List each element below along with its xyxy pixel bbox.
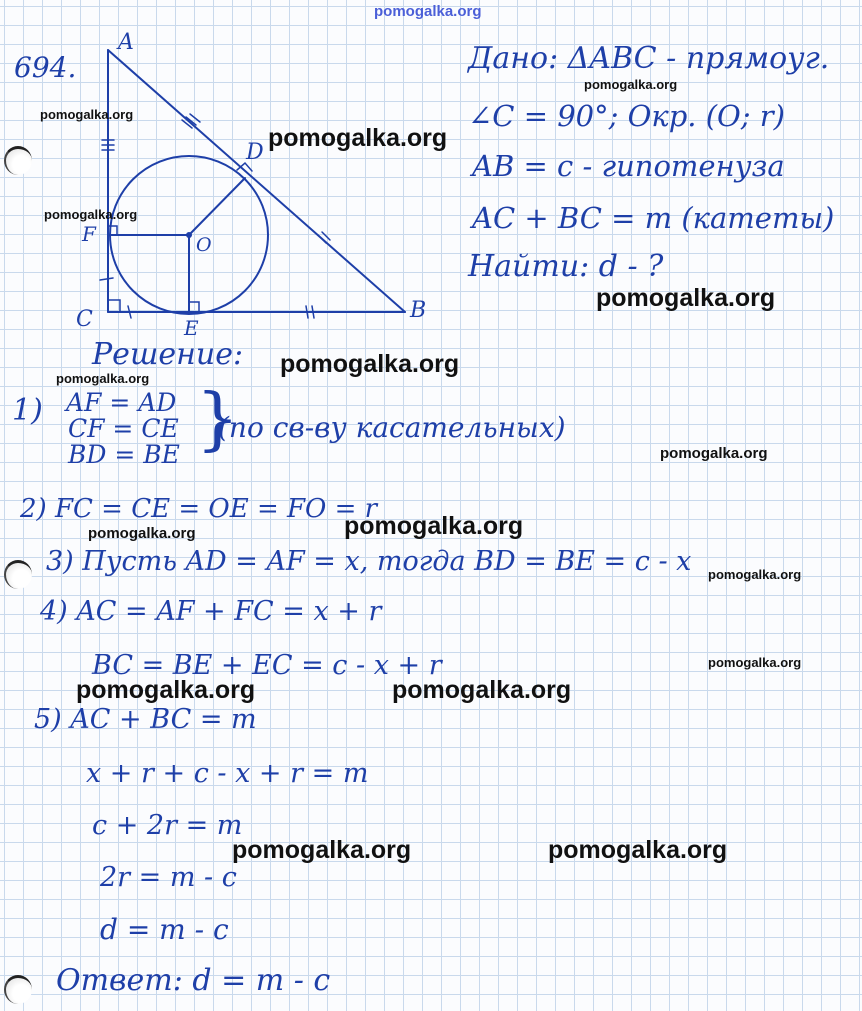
watermark: pomogalka.org — [392, 676, 572, 704]
hypotenuse-ab — [108, 50, 405, 312]
radius-od — [189, 178, 245, 235]
watermark: pomogalka.org — [268, 124, 448, 152]
step1-eq3: BD = BE — [68, 440, 180, 469]
label-point-e: E — [184, 316, 199, 340]
given-find: Найти: d - ? — [468, 249, 664, 284]
problem-number: 694. — [14, 51, 77, 84]
watermark: pomogalka.org — [548, 836, 728, 864]
label-vertex-c: C — [76, 307, 93, 332]
given-line-1: Дано: ΔABC - прямоуг. — [468, 41, 830, 76]
watermark: pomogalka.org — [660, 445, 768, 462]
solution-heading: Решение: — [92, 337, 244, 372]
brace-icon: } — [196, 380, 240, 459]
watermark: pomogalka.org — [708, 567, 802, 582]
watermark: pomogalka.org — [584, 77, 678, 92]
watermark: pomogalka.org — [596, 284, 776, 312]
label-vertex-b: B — [410, 298, 427, 323]
watermark: pomogalka.org — [708, 655, 802, 670]
watermark: pomogalka.org — [232, 836, 412, 864]
answer-line: Ответ: d = m - c — [56, 963, 331, 998]
right-angle-e — [189, 302, 199, 312]
watermark: pomogalka.org — [56, 371, 150, 386]
label-vertex-a: A — [118, 30, 134, 55]
watermark: pomogalka.org — [44, 207, 138, 222]
label-point-f: F — [82, 222, 96, 246]
center-point-o — [186, 232, 192, 238]
label-center-o: O — [196, 234, 212, 256]
step5-c: c + 2r = m — [92, 810, 243, 841]
step5-a: 5) AC + BC = m — [34, 704, 257, 735]
step1-eq1: AF = AD — [66, 388, 177, 417]
step1-number: 1) — [12, 393, 43, 428]
step5-e: d = m - c — [100, 913, 229, 946]
watermark: pomogalka.org — [76, 676, 256, 704]
step1-note: (по св-ву касательных) — [218, 411, 566, 444]
step2: 2) FC = CE = OE = FO = r — [20, 494, 378, 524]
step4-b: BC = BE + EC = c - x + r — [92, 650, 442, 681]
given-line-4: AC + BC = m (катеты) — [472, 201, 835, 235]
label-point-d: D — [246, 140, 264, 165]
step5-d: 2r = m - c — [100, 862, 237, 893]
step3: 3) Пусть AD = AF = x, тогда BD = BE = c - x — [46, 546, 692, 577]
watermark-header-link[interactable]: pomogalka.org — [374, 3, 482, 20]
given-line-2: ∠C = 90°; Окр. (O; r) — [468, 99, 785, 133]
right-angle-c — [108, 300, 120, 312]
watermark: pomogalka.org — [344, 512, 524, 540]
watermark: pomogalka.org — [40, 107, 134, 122]
step1-eq2: CF = CE — [68, 414, 179, 443]
watermark: pomogalka.org — [88, 525, 196, 542]
watermark: pomogalka.org — [280, 350, 460, 378]
step4-a: 4) AC = AF + FC = x + r — [40, 596, 382, 627]
given-line-3: AB = c - гипотенуза — [472, 149, 785, 183]
step5-b: x + r + c - x + r = m — [86, 758, 369, 789]
